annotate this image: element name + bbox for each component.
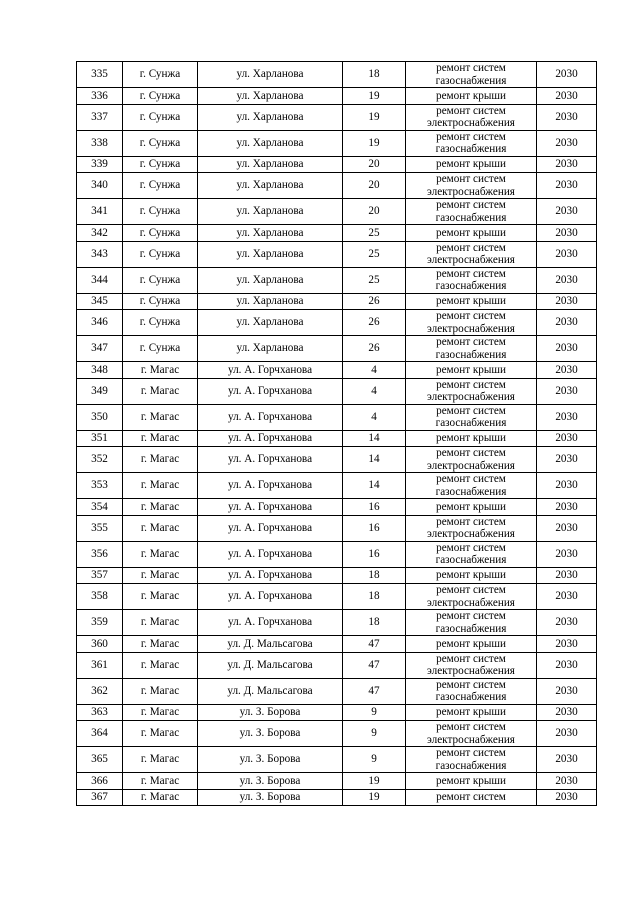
row-number-cell: 362 [77,678,123,704]
row-number-cell: 338 [77,130,123,156]
table-row [77,721,597,747]
table-row [77,447,597,473]
city-cell: г. Сунжа [123,225,198,242]
house-number-cell: 4 [343,404,406,430]
year-cell: 2030 [537,567,597,584]
year-cell: 2030 [537,447,597,473]
work-type-cell: ремонт крыши [406,225,537,242]
city-cell: г. Магас [123,404,198,430]
street-cell: ул. Харланова [198,310,343,336]
house-number-cell: 14 [343,430,406,447]
house-number-cell: 19 [343,789,406,806]
city-cell: г. Сунжа [123,130,198,156]
city-cell: г. Магас [123,652,198,678]
city-cell: г. Магас [123,499,198,516]
work-type-cell: ремонт систем [406,789,537,806]
city-cell: г. Магас [123,515,198,541]
house-number-cell: 19 [343,88,406,105]
year-cell: 2030 [537,747,597,773]
row-number-cell: 361 [77,652,123,678]
street-cell: ул. Харланова [198,62,343,88]
work-type-cell: ремонт систем электроснабжения [406,721,537,747]
work-type-cell: ремонт крыши [406,499,537,516]
work-type-cell: ремонт крыши [406,293,537,310]
row-number-cell: 364 [77,721,123,747]
work-type-cell: ремонт систем газоснабжения [406,130,537,156]
table-row [77,199,597,225]
street-cell: ул. А. Горчханова [198,610,343,636]
city-cell: г. Магас [123,610,198,636]
work-type-cell: ремонт крыши [406,156,537,173]
city-cell: г. Сунжа [123,267,198,293]
work-type-cell: ремонт систем электроснабжения [406,447,537,473]
table-row [77,584,597,610]
work-type-cell: ремонт систем газоснабжения [406,610,537,636]
row-number-cell: 355 [77,515,123,541]
work-type-cell: ремонт систем газоснабжения [406,678,537,704]
house-number-cell: 16 [343,499,406,516]
work-type-cell: ремонт систем газоснабжения [406,747,537,773]
table-row [77,515,597,541]
table-row [77,130,597,156]
table-row [77,789,597,806]
street-cell: ул. А. Горчханова [198,447,343,473]
table-row [77,404,597,430]
row-number-cell: 365 [77,747,123,773]
year-cell: 2030 [537,156,597,173]
work-type-cell: ремонт систем электроснабжения [406,652,537,678]
city-cell: г. Сунжа [123,293,198,310]
work-type-cell: ремонт крыши [406,567,537,584]
year-cell: 2030 [537,636,597,653]
house-number-cell: 19 [343,104,406,130]
city-cell: г. Сунжа [123,310,198,336]
city-cell: г. Сунжа [123,241,198,267]
work-type-cell: ремонт систем газоснабжения [406,541,537,567]
city-cell: г. Магас [123,541,198,567]
street-cell: ул. А. Горчханова [198,499,343,516]
row-number-cell: 339 [77,156,123,173]
street-cell: ул. А. Горчханова [198,515,343,541]
house-number-cell: 18 [343,62,406,88]
row-number-cell: 363 [77,704,123,721]
street-cell: ул. Харланова [198,104,343,130]
year-cell: 2030 [537,584,597,610]
house-number-cell: 14 [343,447,406,473]
year-cell: 2030 [537,678,597,704]
house-number-cell: 14 [343,473,406,499]
house-number-cell: 19 [343,130,406,156]
year-cell: 2030 [537,499,597,516]
work-type-cell: ремонт систем газоснабжения [406,267,537,293]
row-number-cell: 356 [77,541,123,567]
year-cell: 2030 [537,267,597,293]
house-number-cell: 25 [343,225,406,242]
house-number-cell: 26 [343,336,406,362]
table-row [77,704,597,721]
year-cell: 2030 [537,789,597,806]
row-number-cell: 347 [77,336,123,362]
row-number-cell: 341 [77,199,123,225]
row-number-cell: 342 [77,225,123,242]
row-number-cell: 345 [77,293,123,310]
street-cell: ул. Д. Мальсагова [198,678,343,704]
table-row [77,336,597,362]
work-type-cell: ремонт систем электроснабжения [406,104,537,130]
work-type-cell: ремонт систем газоснабжения [406,199,537,225]
work-type-cell: ремонт систем газоснабжения [406,336,537,362]
house-number-cell: 18 [343,584,406,610]
table-row [77,310,597,336]
row-number-cell: 366 [77,773,123,790]
repair-schedule-table [76,61,597,806]
city-cell: г. Сунжа [123,173,198,199]
row-number-cell: 335 [77,62,123,88]
table-row [77,267,597,293]
year-cell: 2030 [537,652,597,678]
house-number-cell: 19 [343,773,406,790]
table-row [77,610,597,636]
row-number-cell: 357 [77,567,123,584]
street-cell: ул. Харланова [198,293,343,310]
city-cell: г. Магас [123,636,198,653]
year-cell: 2030 [537,241,597,267]
year-cell: 2030 [537,225,597,242]
city-cell: г. Сунжа [123,88,198,105]
street-cell: ул. Харланова [198,241,343,267]
city-cell: г. Магас [123,678,198,704]
house-number-cell: 4 [343,362,406,379]
row-number-cell: 348 [77,362,123,379]
row-number-cell: 346 [77,310,123,336]
house-number-cell: 9 [343,704,406,721]
city-cell: г. Магас [123,362,198,379]
house-number-cell: 20 [343,199,406,225]
house-number-cell: 26 [343,310,406,336]
year-cell: 2030 [537,541,597,567]
city-cell: г. Магас [123,567,198,584]
row-number-cell: 358 [77,584,123,610]
row-number-cell: 352 [77,447,123,473]
street-cell: ул. А. Горчханова [198,541,343,567]
house-number-cell: 4 [343,378,406,404]
house-number-cell: 25 [343,241,406,267]
street-cell: ул. А. Горчханова [198,378,343,404]
table-row [77,541,597,567]
street-cell: ул. Харланова [198,336,343,362]
house-number-cell: 9 [343,747,406,773]
row-number-cell: 367 [77,789,123,806]
table-row [77,678,597,704]
city-cell: г. Магас [123,430,198,447]
row-number-cell: 354 [77,499,123,516]
city-cell: г. Сунжа [123,336,198,362]
street-cell: ул. Д. Мальсагова [198,636,343,653]
house-number-cell: 18 [343,610,406,636]
table-row [77,652,597,678]
street-cell: ул. З. Борова [198,747,343,773]
house-number-cell: 47 [343,678,406,704]
house-number-cell: 16 [343,541,406,567]
street-cell: ул. Харланова [198,156,343,173]
table-row [77,636,597,653]
row-number-cell: 337 [77,104,123,130]
table-row [77,378,597,404]
year-cell: 2030 [537,310,597,336]
street-cell: ул. А. Горчханова [198,430,343,447]
street-cell: ул. Харланова [198,173,343,199]
document-page [76,61,596,806]
street-cell: ул. А. Горчханова [198,473,343,499]
year-cell: 2030 [537,104,597,130]
work-type-cell: ремонт крыши [406,773,537,790]
year-cell: 2030 [537,293,597,310]
table-row [77,241,597,267]
year-cell: 2030 [537,404,597,430]
work-type-cell: ремонт крыши [406,636,537,653]
city-cell: г. Магас [123,789,198,806]
table-row [77,62,597,88]
city-cell: г. Сунжа [123,104,198,130]
year-cell: 2030 [537,336,597,362]
row-number-cell: 343 [77,241,123,267]
row-number-cell: 359 [77,610,123,636]
table-body [77,62,597,806]
street-cell: ул. Д. Мальсагова [198,652,343,678]
work-type-cell: ремонт систем газоснабжения [406,473,537,499]
work-type-cell: ремонт систем электроснабжения [406,173,537,199]
table-row [77,173,597,199]
work-type-cell: ремонт крыши [406,430,537,447]
table-row [77,156,597,173]
city-cell: г. Магас [123,473,198,499]
street-cell: ул. З. Борова [198,789,343,806]
house-number-cell: 20 [343,173,406,199]
work-type-cell: ремонт крыши [406,704,537,721]
house-number-cell: 20 [343,156,406,173]
city-cell: г. Магас [123,704,198,721]
city-cell: г. Сунжа [123,156,198,173]
table-row [77,362,597,379]
table-row [77,773,597,790]
street-cell: ул. Харланова [198,225,343,242]
year-cell: 2030 [537,378,597,404]
house-number-cell: 16 [343,515,406,541]
city-cell: г. Магас [123,747,198,773]
table-row [77,88,597,105]
city-cell: г. Магас [123,721,198,747]
house-number-cell: 9 [343,721,406,747]
city-cell: г. Сунжа [123,62,198,88]
house-number-cell: 26 [343,293,406,310]
work-type-cell: ремонт крыши [406,362,537,379]
house-number-cell: 47 [343,636,406,653]
table-row [77,747,597,773]
year-cell: 2030 [537,473,597,499]
year-cell: 2030 [537,362,597,379]
row-number-cell: 353 [77,473,123,499]
row-number-cell: 360 [77,636,123,653]
house-number-cell: 18 [343,567,406,584]
year-cell: 2030 [537,88,597,105]
city-cell: г. Магас [123,447,198,473]
work-type-cell: ремонт систем газоснабжения [406,62,537,88]
house-number-cell: 25 [343,267,406,293]
street-cell: ул. Харланова [198,267,343,293]
work-type-cell: ремонт систем электроснабжения [406,378,537,404]
year-cell: 2030 [537,721,597,747]
street-cell: ул. Харланова [198,130,343,156]
table-row [77,567,597,584]
work-type-cell: ремонт систем электроснабжения [406,515,537,541]
year-cell: 2030 [537,173,597,199]
street-cell: ул. А. Горчханова [198,584,343,610]
row-number-cell: 350 [77,404,123,430]
table-row [77,473,597,499]
city-cell: г. Магас [123,378,198,404]
year-cell: 2030 [537,610,597,636]
work-type-cell: ремонт систем электроснабжения [406,310,537,336]
street-cell: ул. Харланова [198,88,343,105]
street-cell: ул. З. Борова [198,773,343,790]
row-number-cell: 351 [77,430,123,447]
street-cell: ул. З. Борова [198,721,343,747]
year-cell: 2030 [537,430,597,447]
year-cell: 2030 [537,704,597,721]
table-row [77,293,597,310]
street-cell: ул. А. Горчханова [198,362,343,379]
city-cell: г. Магас [123,584,198,610]
row-number-cell: 336 [77,88,123,105]
year-cell: 2030 [537,130,597,156]
year-cell: 2030 [537,199,597,225]
work-type-cell: ремонт крыши [406,88,537,105]
row-number-cell: 349 [77,378,123,404]
work-type-cell: ремонт систем газоснабжения [406,404,537,430]
street-cell: ул. Харланова [198,199,343,225]
row-number-cell: 340 [77,173,123,199]
table-row [77,104,597,130]
table-row [77,225,597,242]
house-number-cell: 47 [343,652,406,678]
year-cell: 2030 [537,62,597,88]
street-cell: ул. А. Горчханова [198,404,343,430]
table-row [77,430,597,447]
street-cell: ул. З. Борова [198,704,343,721]
street-cell: ул. А. Горчханова [198,567,343,584]
work-type-cell: ремонт систем электроснабжения [406,241,537,267]
city-cell: г. Сунжа [123,199,198,225]
row-number-cell: 344 [77,267,123,293]
table-row [77,499,597,516]
year-cell: 2030 [537,773,597,790]
city-cell: г. Магас [123,773,198,790]
work-type-cell: ремонт систем электроснабжения [406,584,537,610]
year-cell: 2030 [537,515,597,541]
